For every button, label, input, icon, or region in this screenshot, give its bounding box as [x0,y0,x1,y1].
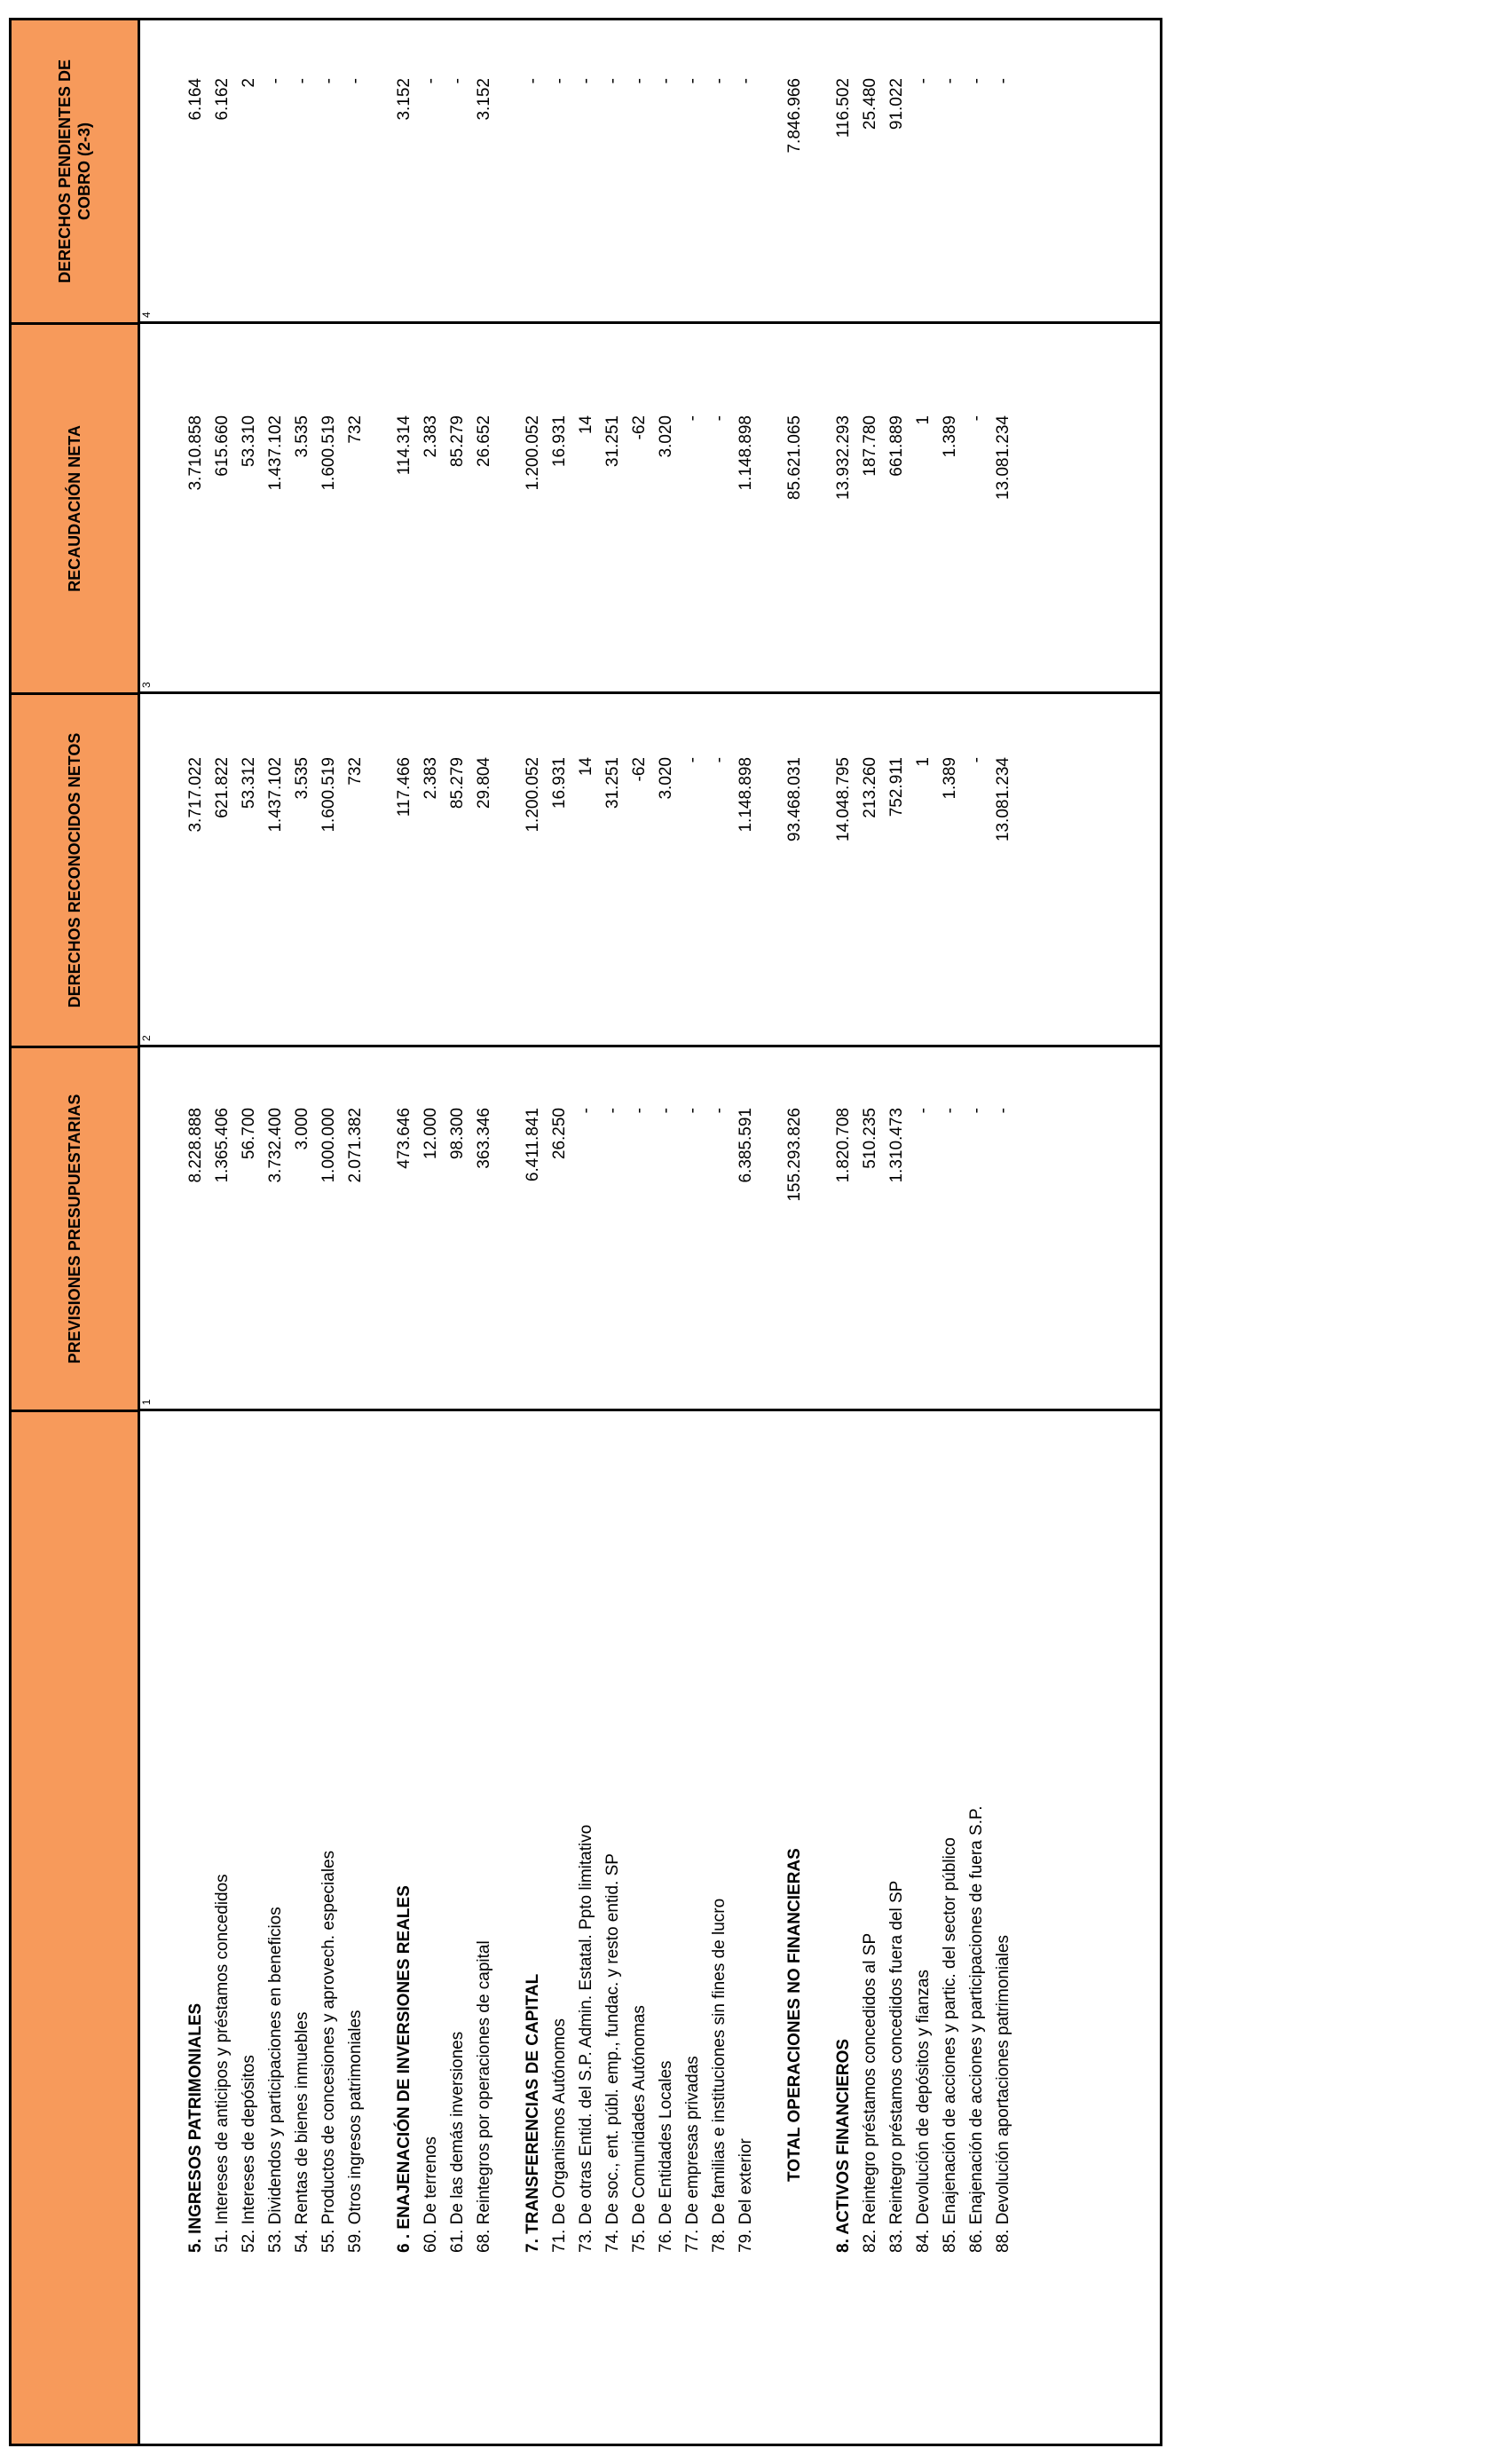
previsiones-value: 12.000 [422,1108,440,1160]
header-previsiones: PREVISIONES PRESUPUESTARIAS [12,1046,138,1410]
previsiones-value: 1.310.473 [887,1108,906,1183]
previsiones-value: - [710,1108,729,1114]
row-label: 86. Enajenación de acciones y participaciones de fuera S.P. [967,1805,986,2253]
row-label: TOTAL OPERACIONES NO FINANCIERAS [785,1848,804,2182]
derechos-value: 1 [914,757,933,767]
row-label: 71. De Organismos Autónomos [550,2018,569,2253]
pendientes-value: - [550,78,569,84]
row-label: 74. De soc., ent. públ. emp., fundac. y resto entid. SP [603,1853,622,2253]
row-label: 88. Devolución aportaciones patrimoniales [994,1934,1012,2253]
recaudacion-value: - [967,415,986,422]
previsiones-value: 56.700 [240,1108,258,1160]
derechos-value: 29.804 [475,757,493,809]
pendientes-value: - [422,78,440,84]
previsiones-value: 26.250 [550,1108,569,1160]
derechos-value: 117.466 [395,757,414,817]
previsiones-value: 6.385.591 [737,1108,755,1183]
total-row [782,20,808,2444]
recaudacion-value: 187.780 [861,415,879,477]
row-label: 85. Enajenación de acciones y partic. del sector público [941,1837,959,2253]
recaudacion-value: -62 [630,415,649,440]
derechos-value: 14.048.795 [834,757,853,842]
previsiones-value: - [967,1108,986,1114]
table-row [964,20,990,2444]
table-row [733,20,760,2444]
pendientes-value: 91.022 [887,78,906,130]
derechos-value: 621.822 [213,757,232,818]
derechos-value: -62 [630,757,649,782]
table-row [706,20,733,2444]
pendientes-value: - [994,78,1012,84]
previsiones-value: - [683,1108,702,1114]
table-row [547,20,573,2444]
recaudacion-value: 114.314 [395,415,414,476]
derechos-value: 93.468.031 [785,757,804,842]
previsiones-value: - [914,1108,933,1114]
row-label: 83. Reintegro préstamos concedidos fuera del SP [887,1880,906,2253]
derechos-value: 3.535 [293,757,311,800]
table-row [209,20,236,2444]
previsiones-value: - [657,1108,675,1114]
table-frame [9,18,1162,2446]
derechos-value: 13.081.234 [994,757,1012,842]
previsiones-value: 6.411.841 [524,1108,542,1182]
recaudacion-value: 3.535 [293,415,311,458]
row-label: 84. Devolución de depósitos y fianzas [914,1970,933,2253]
recaudacion-value: 732 [346,415,365,444]
pendientes-value: - [293,78,311,84]
pendientes-value: 3.152 [395,78,414,121]
pendientes-value: 7.846.966 [785,78,804,154]
section-row [391,20,418,2444]
recaudacion-value: 1.148.898 [737,415,755,491]
column-number: 2 [140,1035,153,1041]
pendientes-value: 6.164 [186,78,205,121]
previsiones-value: - [994,1108,1012,1114]
row-label: 77. De empresas privadas [683,2056,702,2253]
row-label: 79. Del exterior [737,2138,755,2253]
row-label: 53. Dividendos y participaciones en beneficios [266,1907,285,2253]
pendientes-value: - [941,78,959,84]
pendientes-value: - [967,78,986,84]
row-label: 60. De terrenos [422,2136,440,2253]
derechos-value: 2.383 [422,757,440,800]
recaudacion-value: 14 [577,415,595,435]
table-row [316,20,343,2444]
derechos-value: 732 [346,757,365,786]
derechos-value: 213.260 [861,757,879,818]
previsiones-value: - [630,1108,649,1114]
derechos-value: 85.279 [448,757,467,809]
pendientes-value: - [630,78,649,84]
pendientes-value: - [710,78,729,84]
table-row [937,20,964,2444]
derechos-value: 1.437.102 [266,757,285,833]
section-row [831,20,857,2444]
section-row [183,20,209,2444]
derechos-value: - [710,757,729,763]
derechos-value: 31.251 [603,757,622,809]
derechos-value: 14 [577,757,595,777]
pendientes-value: - [448,78,467,84]
recaudacion-value: 26.652 [475,415,493,468]
row-label: 78. De familias e instituciones sin fines de lucro [710,1898,729,2253]
table-row [573,20,600,2444]
row-label: 82. Reintegro préstamos concedidos al SP [861,1932,879,2253]
table-row [680,20,706,2444]
row-label: 68. Reintegros por operaciones de capital [475,1940,493,2253]
recaudacion-value: 2.383 [422,415,440,458]
recaudacion-value: 1.437.102 [266,415,285,491]
derechos-value: 3.717.022 [186,757,205,833]
table-row [910,20,937,2444]
recaudacion-value: - [683,415,702,422]
pendientes-value: - [524,78,542,84]
pendientes-value: 25.480 [861,78,879,130]
header-derechos: DERECHOS RECONOCIDOS NETOS [12,692,138,1046]
pendientes-value: 3.152 [475,78,493,121]
recaudacion-value: 3.020 [657,415,675,458]
previsiones-value: 3.732.400 [266,1108,285,1183]
previsiones-value: 1.000.000 [319,1108,338,1183]
pendientes-value: - [657,78,675,84]
pendientes-value: - [914,78,933,84]
recaudacion-value: 661.889 [887,415,906,477]
derechos-value: 3.020 [657,757,675,800]
table-row [263,20,289,2444]
previsiones-value: 8.228.888 [186,1108,205,1183]
column-number: 4 [140,312,153,318]
recaudacion-value: 53.310 [240,415,258,468]
previsiones-value: 2.071.382 [346,1108,365,1183]
recaudacion-value: 85.621.065 [785,415,804,501]
previsiones-value: 3.000 [293,1108,311,1150]
derechos-value: 1.148.898 [737,757,755,833]
derechos-value: 1.200.052 [524,757,542,833]
pendientes-value: - [577,78,595,84]
row-label: 73. De otras Entid. del S.P. Admin. Estatal. Ppto limitativo [577,1824,595,2253]
table-row [236,20,263,2444]
previsiones-value: - [577,1108,595,1114]
row-label: 5. INGRESOS PATRIMONIALES [186,2002,205,2253]
previsiones-value: 510.235 [861,1108,879,1169]
row-label: 7. TRANSFERENCIAS DE CAPITAL [524,1973,542,2253]
recaudacion-value: 31.251 [603,415,622,468]
recaudacion-value: 13.932.293 [834,415,853,501]
derechos-value: - [683,757,702,763]
row-label: 8. ACTIVOS FINANCIEROS [834,2038,853,2253]
row-label: 51. Intereses de anticipos y préstamos concedidos [213,1874,232,2253]
pendientes-value: - [319,78,338,84]
table-row [418,20,445,2444]
row-label: 59. Otros ingresos patrimoniales [346,2010,365,2253]
previsiones-value: 1.820.708 [834,1108,853,1183]
column-number: 1 [140,1399,153,1405]
derechos-value: 752.911 [887,757,906,817]
recaudacion-value: 1.389 [941,415,959,458]
row-label: 52. Intereses de depósitos [240,2055,258,2253]
header-label-column [12,1410,138,2444]
section-row [520,20,547,2444]
row-label: 75. De Comunidades Autónomas [630,2005,649,2253]
previsiones-value: 98.300 [448,1108,467,1160]
previsiones-value: 155.293.826 [785,1108,804,1202]
recaudacion-value: 615.660 [213,415,232,477]
derechos-value: 1.389 [941,757,959,800]
table-row [884,20,910,2444]
derechos-value: 1.600.519 [319,757,338,833]
pendientes-value: - [683,78,702,84]
row-label: 61. De las demás inversiones [448,2031,467,2253]
header-pendientes: DERECHOS PENDIENTES DE COBRO (2-3) [12,20,138,322]
recaudacion-value: 1.200.052 [524,415,542,491]
pendientes-value: - [346,78,365,84]
previsiones-value: - [941,1108,959,1114]
pendientes-value: 6.162 [213,78,232,121]
previsiones-value: 363.346 [475,1108,493,1169]
table-row [600,20,626,2444]
previsiones-value: 473.646 [395,1108,414,1169]
derechos-value: 53.312 [240,757,258,809]
recaudacion-value: - [710,415,729,422]
row-label: 76. De Entidades Locales [657,2060,675,2253]
previsiones-value: - [603,1108,622,1114]
row-label: 55. Productos de concesiones y aprovech. especiales [319,1850,338,2253]
recaudacion-value: 1 [914,415,933,425]
column-number: 3 [140,682,153,688]
recaudacion-value: 16.931 [550,415,569,468]
derechos-value: 16.931 [550,757,569,809]
table-row [445,20,471,2444]
table-row [653,20,680,2444]
pendientes-value: - [266,78,285,84]
pendientes-value: - [737,78,755,84]
recaudacion-value: 3.710.858 [186,415,205,491]
table-row [471,20,498,2444]
table-row [289,20,316,2444]
table-row [626,20,653,2444]
table-row [343,20,369,2444]
row-label: 54. Rentas de bienes inmuebles [293,2011,311,2253]
pendientes-value: 2 [240,78,258,88]
derechos-value: - [967,757,986,763]
header-recaudacion: RECAUDACIÓN NETA [12,322,138,692]
pendientes-value: 116.502 [834,78,853,138]
recaudacion-value: 85.279 [448,415,467,468]
recaudacion-value: 13.081.234 [994,415,1012,501]
table-row [990,20,1017,2444]
recaudacion-value: 1.600.519 [319,415,338,491]
table-row [857,20,884,2444]
row-label: 6 . ENAJENACIÓN DE INVERSIONES REALES [395,1885,414,2253]
header-row [12,20,140,2444]
previsiones-value: 1.365.406 [213,1108,232,1183]
pendientes-value: - [603,78,622,84]
